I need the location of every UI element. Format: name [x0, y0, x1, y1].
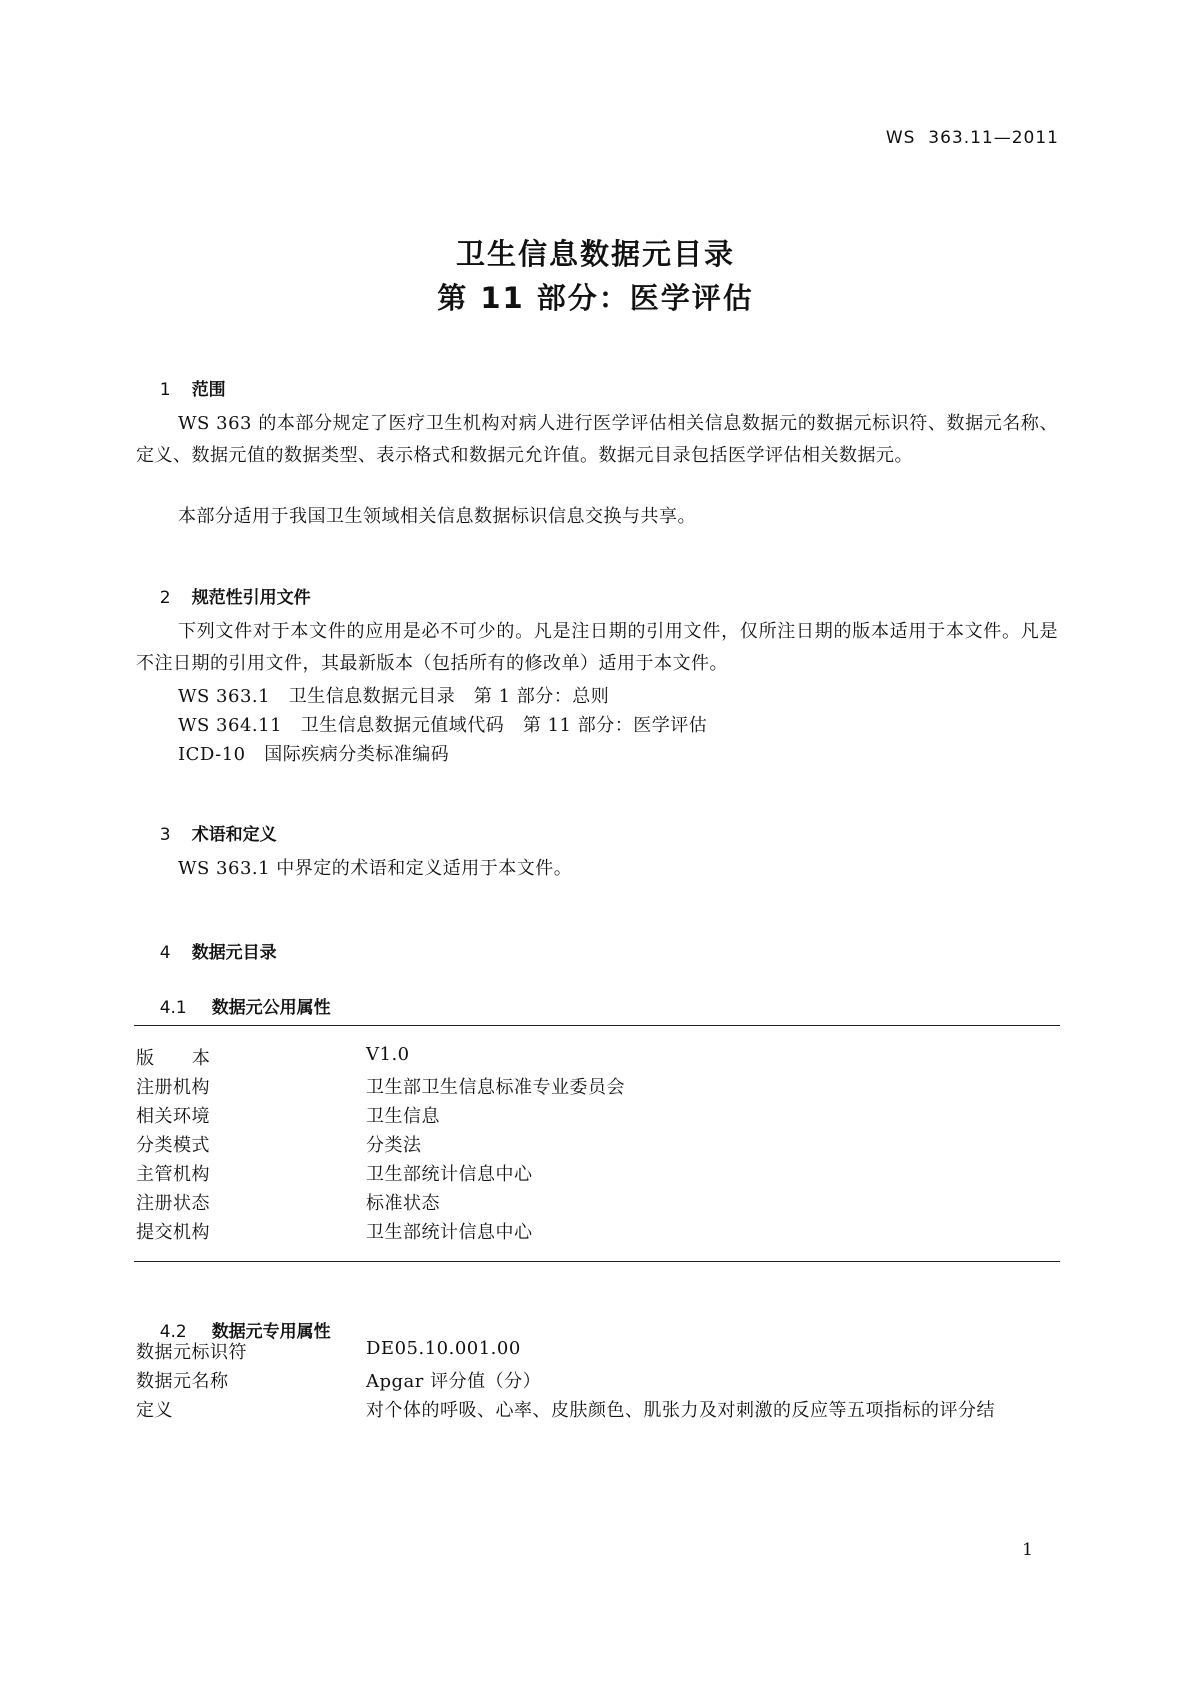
- document-title: 卫生信息数据元目录: [455, 237, 735, 271]
- attribute-key: 注册状态: [136, 1193, 210, 1214]
- attribute-key: 数据元标识符: [136, 1342, 247, 1363]
- attribute-value: DE05.10.001.00: [366, 1338, 521, 1359]
- section-1-paragraph-2: 本部分适用于我国卫生领域相关信息数据标识信息交换与共享。: [178, 506, 696, 527]
- reference-item: ICD-10 国际疾病分类标准编码: [178, 744, 450, 765]
- section-3-paragraph-1: WS 363.1 中界定的术语和定义适用于本文件。: [178, 858, 573, 879]
- table-top-rule: [134, 1025, 1060, 1026]
- reference-item: WS 364.11 卫生信息数据元值域代码 第 11 部分：医学评估: [178, 715, 708, 736]
- section-2-paragraph-1: 下列文件对于本文件的应用是必不可少的。凡是注日期的引用文件，仅所注日期的版本适用于本文件。凡是不注日期的引用文件，其最新版本（包括所有的修改单）适用于本文件。: [136, 621, 1058, 674]
- attribute-key: 主管机构: [136, 1164, 210, 1185]
- document-code: WS 363.11—2011: [885, 128, 1059, 148]
- attribute-key: 相关环境: [136, 1106, 210, 1127]
- section-title: 数据元专用属性: [211, 1322, 331, 1342]
- attribute-value: 标准状态: [366, 1193, 440, 1214]
- section-number: 1: [159, 380, 171, 400]
- reference-item: WS 363.1 卫生信息数据元目录 第 1 部分：总则: [178, 686, 610, 707]
- page-number: 1: [1022, 1540, 1033, 1560]
- attribute-value: 卫生部统计信息中心: [366, 1222, 533, 1243]
- attribute-value: 卫生部卫生信息标准专业委员会: [366, 1077, 625, 1098]
- attribute-key: 分类模式: [136, 1135, 210, 1156]
- attribute-value: Apgar 评分值（分）: [366, 1371, 542, 1392]
- section-number: 4: [159, 943, 171, 963]
- attribute-value: 分类法: [366, 1135, 422, 1156]
- table-bottom-rule: [134, 1261, 1060, 1262]
- section-title: 术语和定义: [191, 825, 277, 845]
- section-title: 数据元目录: [191, 943, 277, 963]
- attribute-value: 卫生部统计信息中心: [366, 1164, 533, 1185]
- section-number: 3: [159, 825, 171, 845]
- document-subtitle: 第 11 部分：医学评估: [437, 281, 754, 315]
- section-1-paragraph-1: WS 363 的本部分规定了医疗卫生机构对病人进行医学评估相关信息数据元的数据元标识符、数据元名称、定义、数据元值的数据类型、表示格式和数据元允许值。数据元目录包括医学评估相关数据元。: [136, 413, 1058, 466]
- section-title: 规范性引用文件: [191, 588, 311, 608]
- section-title: 范围: [191, 380, 226, 400]
- attribute-key: 提交机构: [136, 1222, 210, 1243]
- attribute-key: 注册机构: [136, 1077, 210, 1098]
- attribute-value: 对个体的呼吸、心率、皮肤颜色、肌张力及对刺激的反应等五项指标的评分结: [366, 1400, 995, 1421]
- attribute-key: 数据元名称: [136, 1371, 229, 1392]
- attribute-key: 版 本: [136, 1048, 211, 1069]
- attribute-value: 卫生信息: [366, 1106, 440, 1127]
- section-title: 数据元公用属性: [211, 998, 331, 1018]
- section-number: 2: [159, 588, 171, 608]
- section-number: 4.1: [159, 998, 187, 1018]
- attribute-value: V1.0: [366, 1044, 410, 1065]
- section-number: 4.2: [159, 1322, 187, 1342]
- section-4-1-heading: [136, 973, 331, 1038]
- attribute-key: 定义: [136, 1400, 173, 1421]
